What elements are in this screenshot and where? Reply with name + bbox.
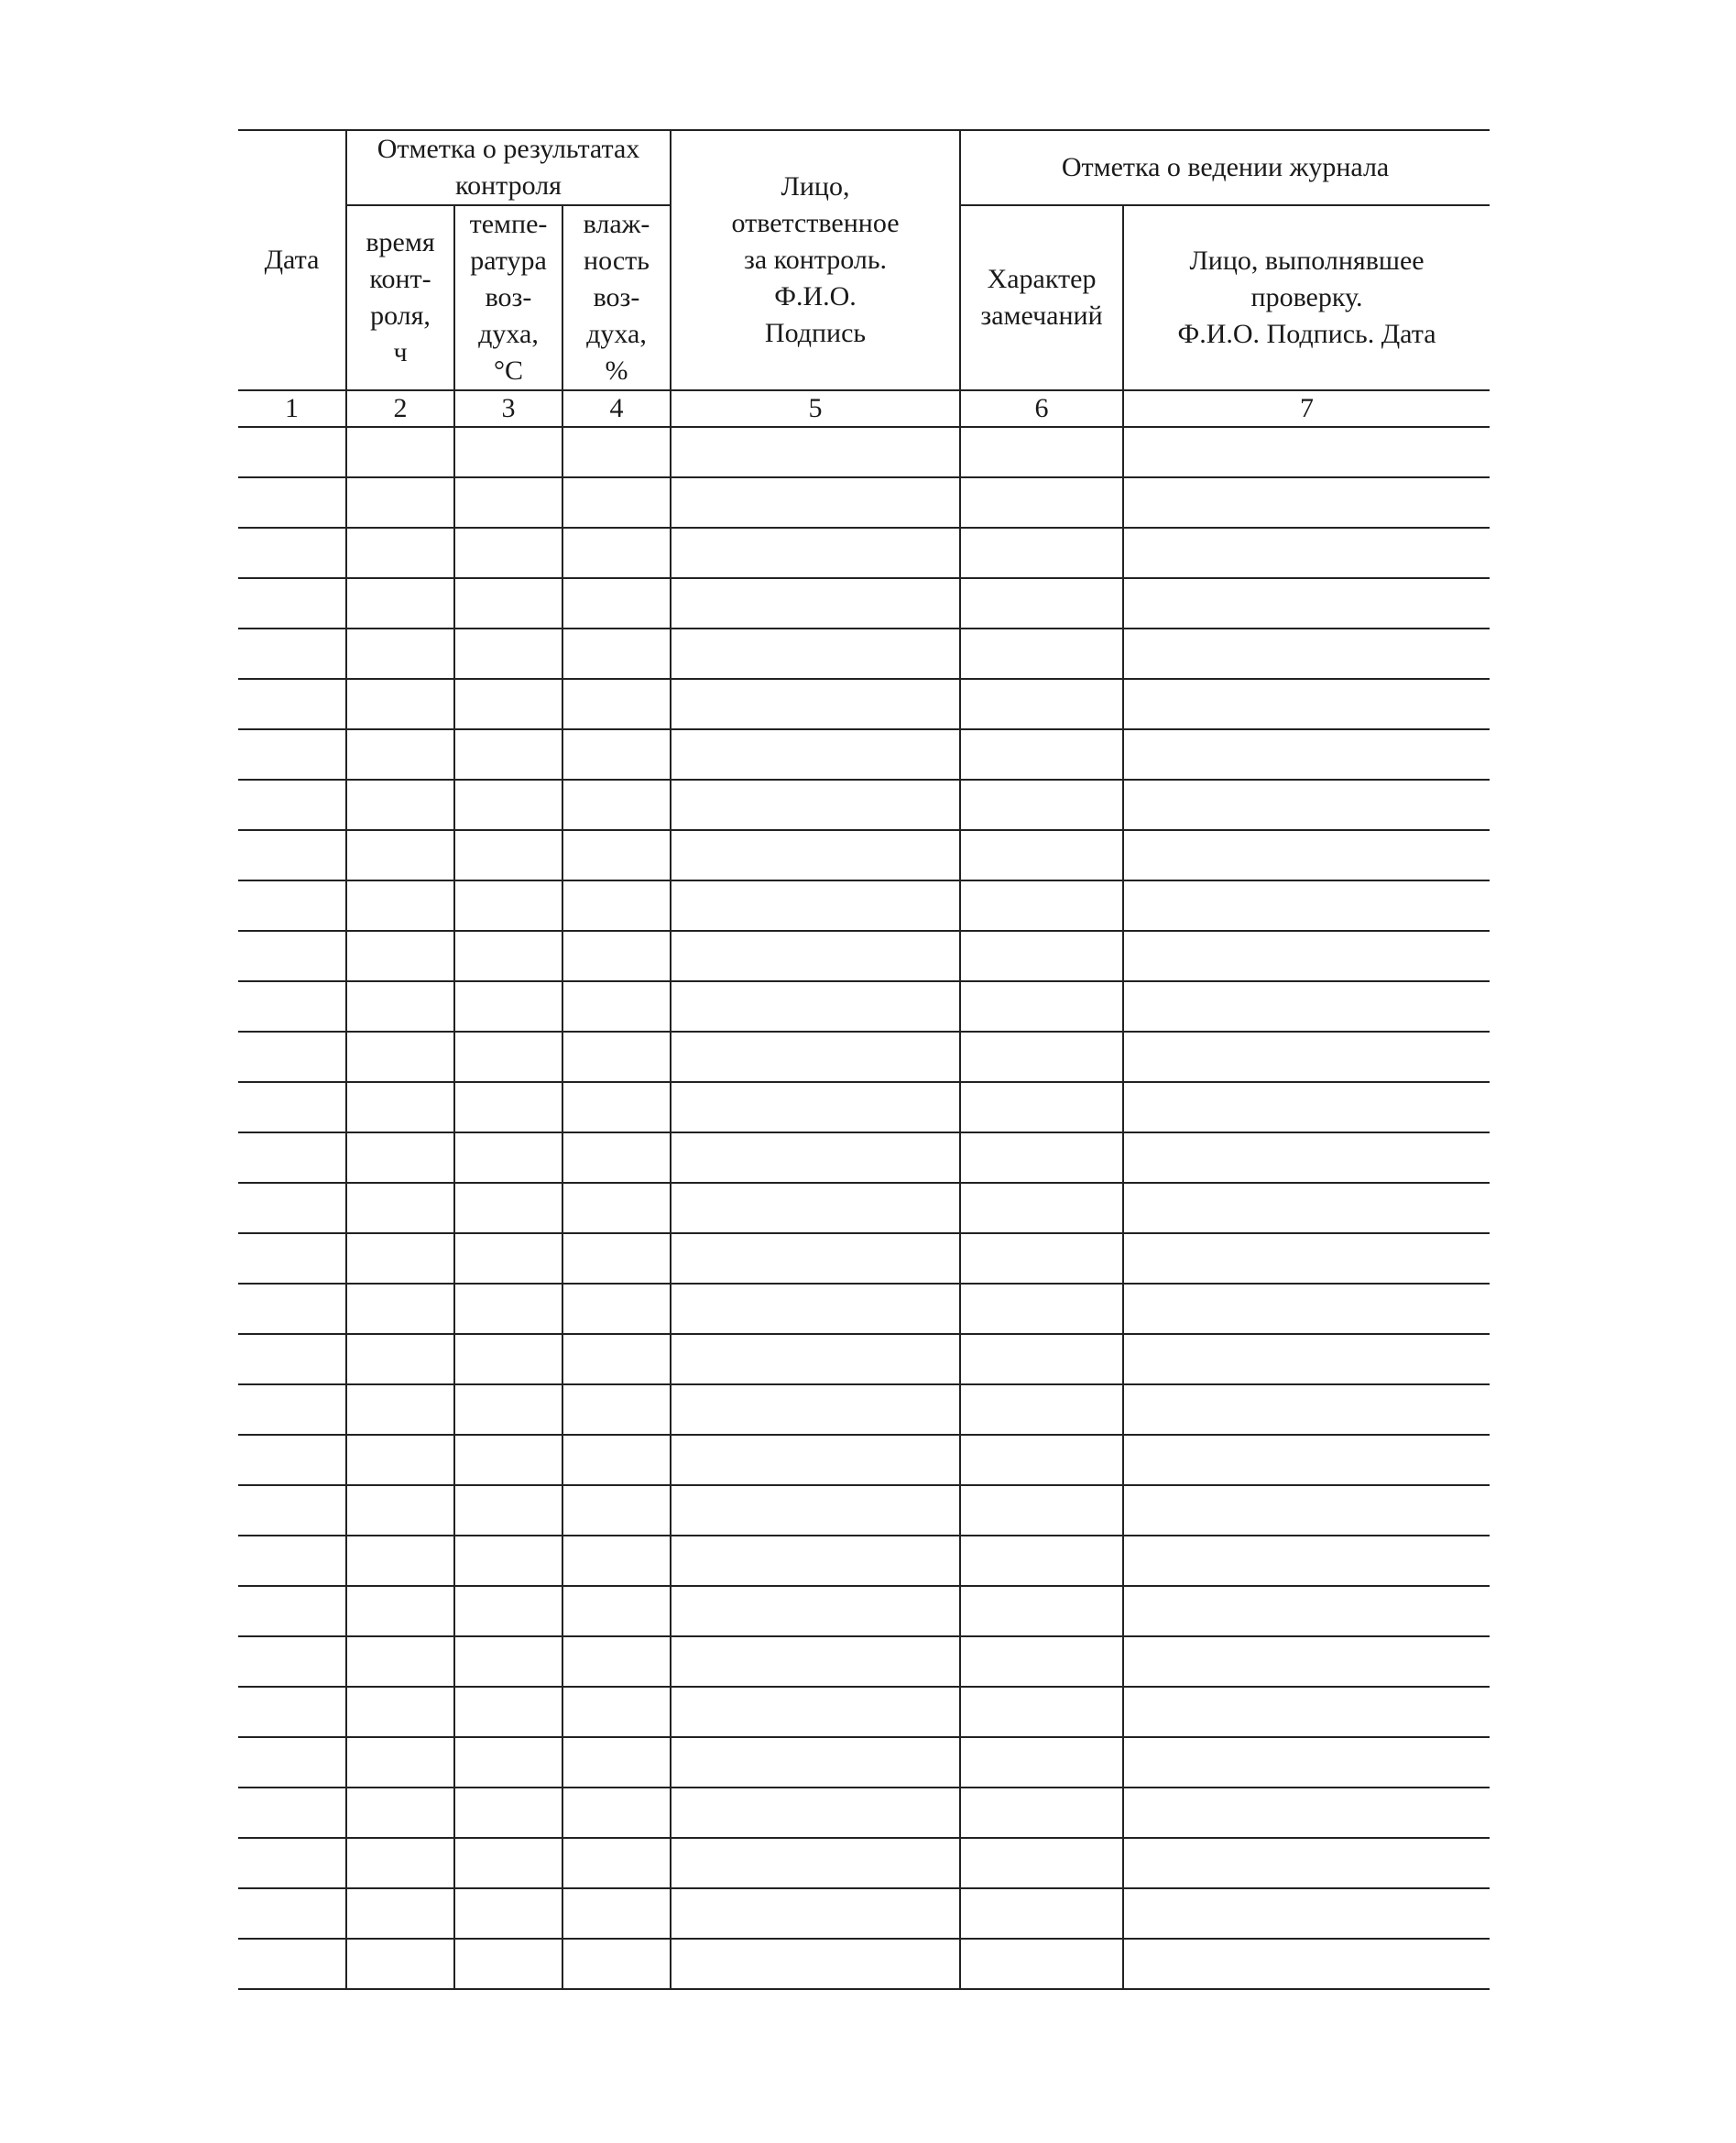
empty-cell xyxy=(346,578,454,629)
empty-cell xyxy=(562,1284,671,1334)
empty-cell xyxy=(346,1939,454,1989)
empty-cell xyxy=(238,931,346,981)
empty-cell xyxy=(1123,1284,1490,1334)
empty-cell xyxy=(960,729,1123,780)
table-row xyxy=(238,1939,1490,1989)
table-row xyxy=(238,1435,1490,1485)
empty-cell xyxy=(1123,629,1490,679)
empty-cell xyxy=(1123,1838,1490,1888)
empty-cell xyxy=(346,1586,454,1636)
empty-cell xyxy=(960,981,1123,1032)
empty-cell xyxy=(671,880,960,931)
table-row xyxy=(238,1082,1490,1132)
empty-cell xyxy=(562,477,671,528)
empty-cell xyxy=(1123,1485,1490,1536)
table-row xyxy=(238,1132,1490,1183)
empty-cell xyxy=(562,1233,671,1284)
empty-cell xyxy=(671,1939,960,1989)
table-row xyxy=(238,1233,1490,1284)
empty-cell xyxy=(346,1132,454,1183)
empty-cell xyxy=(562,729,671,780)
empty-cell xyxy=(454,1536,562,1586)
empty-cell xyxy=(454,1183,562,1233)
empty-cell xyxy=(1123,1586,1490,1636)
empty-cell xyxy=(960,830,1123,880)
empty-cell xyxy=(238,1485,346,1536)
empty-cell xyxy=(238,1888,346,1939)
empty-cell xyxy=(562,1636,671,1687)
empty-cell xyxy=(346,1082,454,1132)
empty-cell xyxy=(1123,1082,1490,1132)
table-row xyxy=(238,1636,1490,1687)
empty-cell xyxy=(1123,1032,1490,1082)
empty-cell xyxy=(346,1233,454,1284)
table-row xyxy=(238,880,1490,931)
empty-cell xyxy=(346,1838,454,1888)
empty-cell xyxy=(238,1284,346,1334)
empty-cell xyxy=(562,1334,671,1384)
empty-cell xyxy=(960,477,1123,528)
table-row xyxy=(238,1586,1490,1636)
empty-cell xyxy=(454,1435,562,1485)
empty-cell xyxy=(346,981,454,1032)
empty-cell xyxy=(562,1485,671,1536)
header-date: Дата xyxy=(238,130,346,390)
empty-cell xyxy=(454,1132,562,1183)
empty-cell xyxy=(671,1788,960,1838)
empty-cell xyxy=(238,729,346,780)
empty-cell xyxy=(671,1687,960,1737)
empty-cell xyxy=(671,1032,960,1082)
table-row xyxy=(238,1284,1490,1334)
table-row xyxy=(238,830,1490,880)
empty-cell xyxy=(671,1838,960,1888)
empty-cell xyxy=(1123,1636,1490,1687)
empty-cell xyxy=(960,1536,1123,1586)
empty-cell xyxy=(238,1082,346,1132)
empty-cell xyxy=(346,1435,454,1485)
column-number: 1 xyxy=(238,390,346,427)
empty-cell xyxy=(238,1586,346,1636)
empty-cell xyxy=(1123,1132,1490,1183)
empty-cell xyxy=(454,729,562,780)
table-row xyxy=(238,729,1490,780)
empty-cell xyxy=(1123,1888,1490,1939)
empty-cell xyxy=(671,578,960,629)
empty-cell xyxy=(960,427,1123,477)
empty-cell xyxy=(671,1183,960,1233)
empty-cell xyxy=(454,427,562,477)
empty-cell xyxy=(238,578,346,629)
empty-cell xyxy=(960,1334,1123,1384)
empty-cell xyxy=(671,477,960,528)
empty-cell xyxy=(238,1737,346,1788)
empty-cell xyxy=(562,528,671,578)
empty-cell xyxy=(671,1082,960,1132)
empty-cell xyxy=(454,780,562,830)
empty-cell xyxy=(960,1284,1123,1334)
empty-cell xyxy=(346,1687,454,1737)
column-number: 2 xyxy=(346,390,454,427)
empty-cell xyxy=(671,1586,960,1636)
empty-cell xyxy=(960,1788,1123,1838)
empty-cell xyxy=(960,1384,1123,1435)
empty-cell xyxy=(346,729,454,780)
empty-cell xyxy=(346,931,454,981)
empty-cell xyxy=(562,1838,671,1888)
empty-cell xyxy=(562,1132,671,1183)
empty-cell xyxy=(1123,1788,1490,1838)
table-row xyxy=(238,1384,1490,1435)
empty-cell xyxy=(562,427,671,477)
journal-body xyxy=(238,390,1490,1989)
empty-cell xyxy=(454,981,562,1032)
empty-cell xyxy=(238,880,346,931)
empty-cell xyxy=(454,477,562,528)
empty-cell xyxy=(454,679,562,729)
empty-cell xyxy=(1123,477,1490,528)
empty-cell xyxy=(671,981,960,1032)
empty-cell xyxy=(960,1838,1123,1888)
column-number: 5 xyxy=(671,390,960,427)
header-air-temperature: темпе- ратура воз- духа, °С xyxy=(454,205,562,390)
empty-cell xyxy=(671,1435,960,1485)
table-row xyxy=(238,1838,1490,1888)
empty-cell xyxy=(960,931,1123,981)
empty-cell xyxy=(1123,1233,1490,1284)
empty-cell xyxy=(562,1888,671,1939)
empty-cell xyxy=(346,1284,454,1334)
empty-cell xyxy=(1123,679,1490,729)
empty-cell xyxy=(238,1788,346,1838)
empty-cell xyxy=(454,1082,562,1132)
empty-cell xyxy=(346,1334,454,1384)
empty-cell xyxy=(671,629,960,679)
empty-cell xyxy=(671,1233,960,1284)
empty-cell xyxy=(238,780,346,830)
empty-cell xyxy=(238,1384,346,1435)
empty-cell xyxy=(346,1485,454,1536)
empty-cell xyxy=(960,528,1123,578)
empty-cell xyxy=(562,1082,671,1132)
empty-cell xyxy=(346,830,454,880)
table-row xyxy=(238,1737,1490,1788)
empty-cell xyxy=(562,830,671,880)
empty-cell xyxy=(960,1032,1123,1082)
empty-cell xyxy=(1123,1536,1490,1586)
empty-cell xyxy=(346,679,454,729)
empty-cell xyxy=(960,1435,1123,1485)
empty-cell xyxy=(562,880,671,931)
table-row xyxy=(238,1032,1490,1082)
table-row xyxy=(238,477,1490,528)
empty-cell xyxy=(960,780,1123,830)
empty-cell xyxy=(238,679,346,729)
empty-cell xyxy=(1123,528,1490,578)
empty-cell xyxy=(671,1132,960,1183)
empty-cell xyxy=(1123,1687,1490,1737)
empty-cell xyxy=(238,1536,346,1586)
empty-cell xyxy=(562,931,671,981)
empty-cell xyxy=(454,1284,562,1334)
empty-cell xyxy=(346,1032,454,1082)
empty-cell xyxy=(671,1636,960,1687)
empty-cell xyxy=(238,629,346,679)
empty-cell xyxy=(960,1233,1123,1284)
empty-cell xyxy=(1123,1183,1490,1233)
empty-cell xyxy=(238,1435,346,1485)
table-row xyxy=(238,528,1490,578)
empty-cell xyxy=(454,1636,562,1687)
empty-cell xyxy=(346,477,454,528)
empty-cell xyxy=(454,1485,562,1536)
header-control-time: время конт- роля, ч xyxy=(346,205,454,390)
empty-cell xyxy=(238,1233,346,1284)
column-number: 6 xyxy=(960,390,1123,427)
empty-cell xyxy=(346,1888,454,1939)
empty-cell xyxy=(1123,1384,1490,1435)
empty-cell xyxy=(671,528,960,578)
empty-cell xyxy=(960,578,1123,629)
empty-cell xyxy=(671,1536,960,1586)
empty-cell xyxy=(960,1888,1123,1939)
empty-cell xyxy=(346,1183,454,1233)
empty-cell xyxy=(454,1586,562,1636)
empty-cell xyxy=(238,477,346,528)
empty-cell xyxy=(454,528,562,578)
empty-cell xyxy=(1123,780,1490,830)
empty-cell xyxy=(562,679,671,729)
empty-cell xyxy=(671,1284,960,1334)
empty-cell xyxy=(1123,1435,1490,1485)
empty-cell xyxy=(346,1737,454,1788)
header-remarks-nature: Характер замечаний xyxy=(960,205,1123,390)
empty-cell xyxy=(346,427,454,477)
empty-cell xyxy=(238,528,346,578)
table-row xyxy=(238,780,1490,830)
empty-cell xyxy=(562,1183,671,1233)
empty-cell xyxy=(671,729,960,780)
table-row xyxy=(238,1183,1490,1233)
empty-cell xyxy=(454,578,562,629)
empty-cell xyxy=(671,1334,960,1384)
empty-cell xyxy=(238,1687,346,1737)
table-row xyxy=(238,679,1490,729)
empty-cell xyxy=(1123,1737,1490,1788)
header-journal-group: Отметка о ведении журнала xyxy=(960,130,1490,205)
column-number: 7 xyxy=(1123,390,1490,427)
table-row xyxy=(238,1788,1490,1838)
empty-cell xyxy=(671,1888,960,1939)
empty-cell xyxy=(562,629,671,679)
empty-cell xyxy=(960,1485,1123,1536)
empty-cell xyxy=(960,1636,1123,1687)
empty-cell xyxy=(671,679,960,729)
empty-cell xyxy=(562,578,671,629)
empty-cell xyxy=(1123,981,1490,1032)
column-number: 3 xyxy=(454,390,562,427)
empty-cell xyxy=(454,1334,562,1384)
table-row xyxy=(238,1888,1490,1939)
header-row-top xyxy=(238,130,1490,205)
empty-cell xyxy=(671,931,960,981)
empty-cell xyxy=(346,1536,454,1586)
empty-cell xyxy=(562,1032,671,1082)
empty-cell xyxy=(346,528,454,578)
empty-cell xyxy=(454,1939,562,1989)
table-row xyxy=(238,629,1490,679)
empty-cell xyxy=(238,1939,346,1989)
empty-cell xyxy=(454,1687,562,1737)
empty-cell xyxy=(454,1233,562,1284)
empty-cell xyxy=(960,1939,1123,1989)
empty-cell xyxy=(454,880,562,931)
column-number: 4 xyxy=(562,390,671,427)
empty-cell xyxy=(238,1183,346,1233)
empty-cell xyxy=(454,931,562,981)
empty-cell xyxy=(238,1838,346,1888)
empty-cell xyxy=(454,1384,562,1435)
empty-cell xyxy=(562,1586,671,1636)
empty-cell xyxy=(960,1183,1123,1233)
empty-cell xyxy=(960,679,1123,729)
column-number-row xyxy=(238,390,1490,427)
empty-cell xyxy=(346,1384,454,1435)
empty-cell xyxy=(238,830,346,880)
empty-cell xyxy=(562,1384,671,1435)
table-row xyxy=(238,1334,1490,1384)
empty-cell xyxy=(346,1788,454,1838)
header-air-humidity: влаж- ность воз- духа, % xyxy=(562,205,671,390)
empty-cell xyxy=(346,780,454,830)
empty-cell xyxy=(960,1737,1123,1788)
empty-cell xyxy=(562,1939,671,1989)
empty-cell xyxy=(1123,427,1490,477)
empty-cell xyxy=(671,427,960,477)
empty-cell xyxy=(1123,830,1490,880)
header-inspector: Лицо, выполнявшее проверку. Ф.И.О. Подпись. Дата xyxy=(1123,205,1490,390)
table-row xyxy=(238,931,1490,981)
empty-cell xyxy=(671,1737,960,1788)
empty-cell xyxy=(960,1586,1123,1636)
table-row xyxy=(238,981,1490,1032)
empty-cell xyxy=(960,1132,1123,1183)
empty-cell xyxy=(454,1788,562,1838)
empty-cell xyxy=(960,1082,1123,1132)
empty-cell xyxy=(346,629,454,679)
empty-cell xyxy=(671,780,960,830)
table-row xyxy=(238,1687,1490,1737)
empty-cell xyxy=(671,1485,960,1536)
table-row xyxy=(238,1485,1490,1536)
empty-cell xyxy=(346,880,454,931)
empty-cell xyxy=(454,629,562,679)
empty-cell xyxy=(562,1788,671,1838)
empty-cell xyxy=(238,1132,346,1183)
header-results-group: Отметка о результатах контроля xyxy=(346,130,671,205)
empty-cell xyxy=(454,830,562,880)
empty-cell xyxy=(238,981,346,1032)
empty-cell xyxy=(454,1737,562,1788)
table-row xyxy=(238,1536,1490,1586)
empty-cell xyxy=(562,981,671,1032)
empty-cell xyxy=(346,1636,454,1687)
empty-cell xyxy=(1123,1334,1490,1384)
empty-cell xyxy=(238,1636,346,1687)
empty-cell xyxy=(562,1536,671,1586)
table-row xyxy=(238,427,1490,477)
journal-sheet xyxy=(238,129,1490,1990)
empty-cell xyxy=(454,1838,562,1888)
empty-cell xyxy=(454,1032,562,1082)
header-responsible-person: Лицо, ответственное за контроль. Ф.И.О. Подпись xyxy=(671,130,960,390)
empty-cell xyxy=(562,1737,671,1788)
empty-cell xyxy=(960,629,1123,679)
empty-cell xyxy=(960,1687,1123,1737)
empty-cell xyxy=(1123,880,1490,931)
empty-cell xyxy=(960,880,1123,931)
empty-cell xyxy=(1123,1939,1490,1989)
table-row xyxy=(238,578,1490,629)
empty-cell xyxy=(562,1435,671,1485)
empty-cell xyxy=(1123,578,1490,629)
empty-cell xyxy=(671,830,960,880)
empty-cell xyxy=(562,1687,671,1737)
control-journal-table xyxy=(238,129,1490,1990)
empty-cell xyxy=(238,427,346,477)
empty-cell xyxy=(562,780,671,830)
empty-cell xyxy=(238,1334,346,1384)
empty-cell xyxy=(454,1888,562,1939)
empty-cell xyxy=(1123,729,1490,780)
empty-cell xyxy=(671,1384,960,1435)
empty-cell xyxy=(1123,931,1490,981)
empty-cell xyxy=(238,1032,346,1082)
